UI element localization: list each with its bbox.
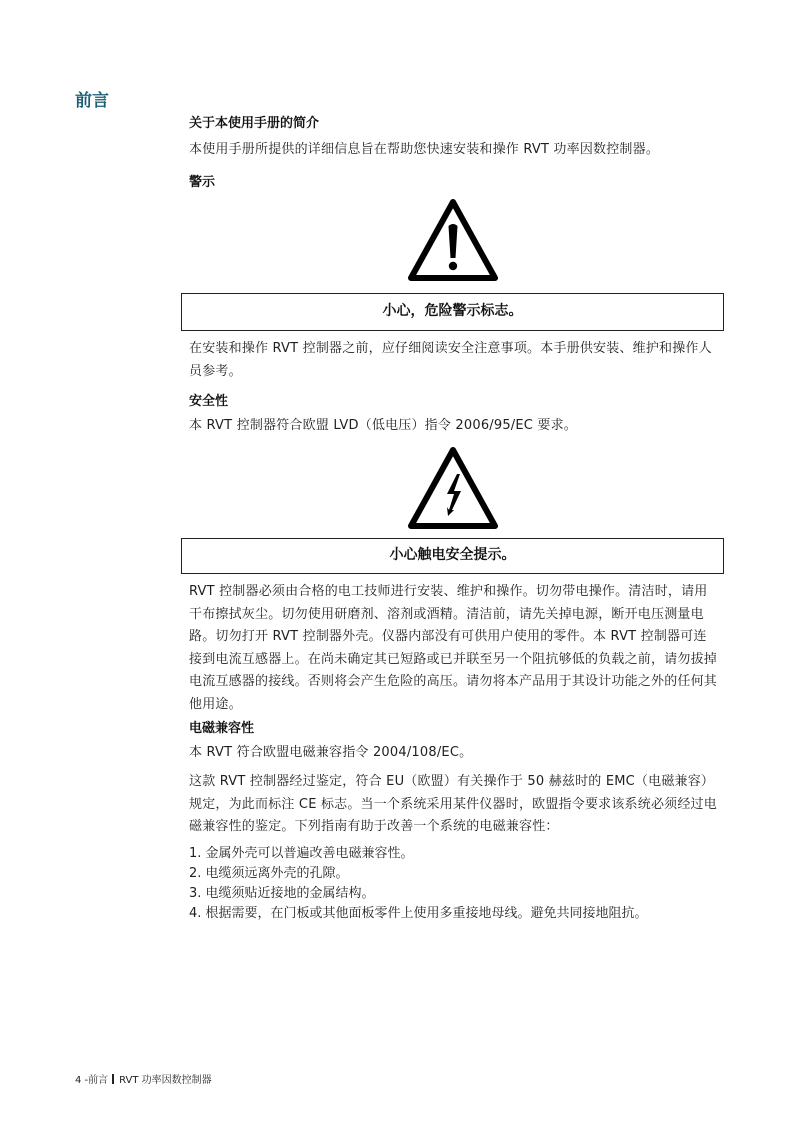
warning-heading: 警示 [189, 175, 216, 190]
emc-text-2: 这款 RVT 控制器经过鉴定，符合 EU（欧盟）有关操作于 50 赫兹时的 EMC（电磁兼容）规定，为此而标注 CE 标志。当一个系统采用某件仪器时，欧盟指令要求该系统必须经过电磁兼容性的鉴定。下列指南有助于改善一个系统的电磁兼容性： [189, 774, 717, 834]
page-footer [75, 1071, 212, 1086]
emc-heading: 电磁兼容性 [189, 721, 255, 736]
emc-list-item: 4. 根据需要，在门板或其他面板零件上使用多重接地母线。避免共同接地阻抗。 [189, 906, 648, 921]
emc-list-item: 3. 电缆须贴近接地的金属结构。 [189, 886, 375, 901]
emc-list-item: 2. 电缆须远离外壳的孔隙。 [189, 866, 349, 881]
warning-triangle-lightning-icon [407, 446, 499, 530]
emc-list-item: 1. 金属外壳可以普遍改善电磁兼容性。 [189, 846, 414, 861]
footer-title: RVT 功率因数控制器 [119, 1075, 212, 1086]
warning-callout: 小心，危险警示标志。 [181, 293, 724, 331]
warning-triangle-exclamation-icon [407, 198, 499, 282]
intro-text: 本使用手册所提供的详细信息旨在帮助您快速安装和操作 RVT 功率因数控制器。 [189, 142, 660, 157]
warning-text: 在安装和操作 RVT 控制器之前，应仔细阅读安全注意事项。本手册供安装、维护和操作人员参考。 [189, 341, 712, 379]
safety-text: 本 RVT 控制器符合欧盟 LVD（低电压）指令 2006/95/EC 要求。 [189, 418, 578, 433]
chapter-title: 前言 [75, 91, 109, 111]
intro-heading: 关于本使用手册的简介 [189, 116, 320, 131]
electric-text: RVT 控制器必须由合格的电工技师进行安装、维护和操作。切勿带电操作。清洁时，请用干布擦拭灰尘。切勿使用研磨剂、溶剂或酒精。清洁前，请先关掉电源，断开电压测量电路。切勿打开 RVT 控制器外壳。仪器内部没有可供用户使用的零件。本 RVT 控制器可连接到电流互感器上。在尚未确定其已短路或已并联至另一个阻抗够低的负载之前，请勿拔掉电流互感器的接线。否则将会产生危险的高压。请勿将本产品用于其设计功能之外的任何其他用途。 [189, 584, 718, 712]
electric-callout: 小心触电安全提示。 [181, 538, 724, 574]
footer-divider [112, 1074, 114, 1084]
footer-page-label: 4 -前言 [75, 1075, 109, 1086]
safety-heading: 安全性 [189, 394, 229, 409]
emc-text-1: 本 RVT 符合欧盟电磁兼容指令 2004/108/EC。 [189, 745, 473, 760]
